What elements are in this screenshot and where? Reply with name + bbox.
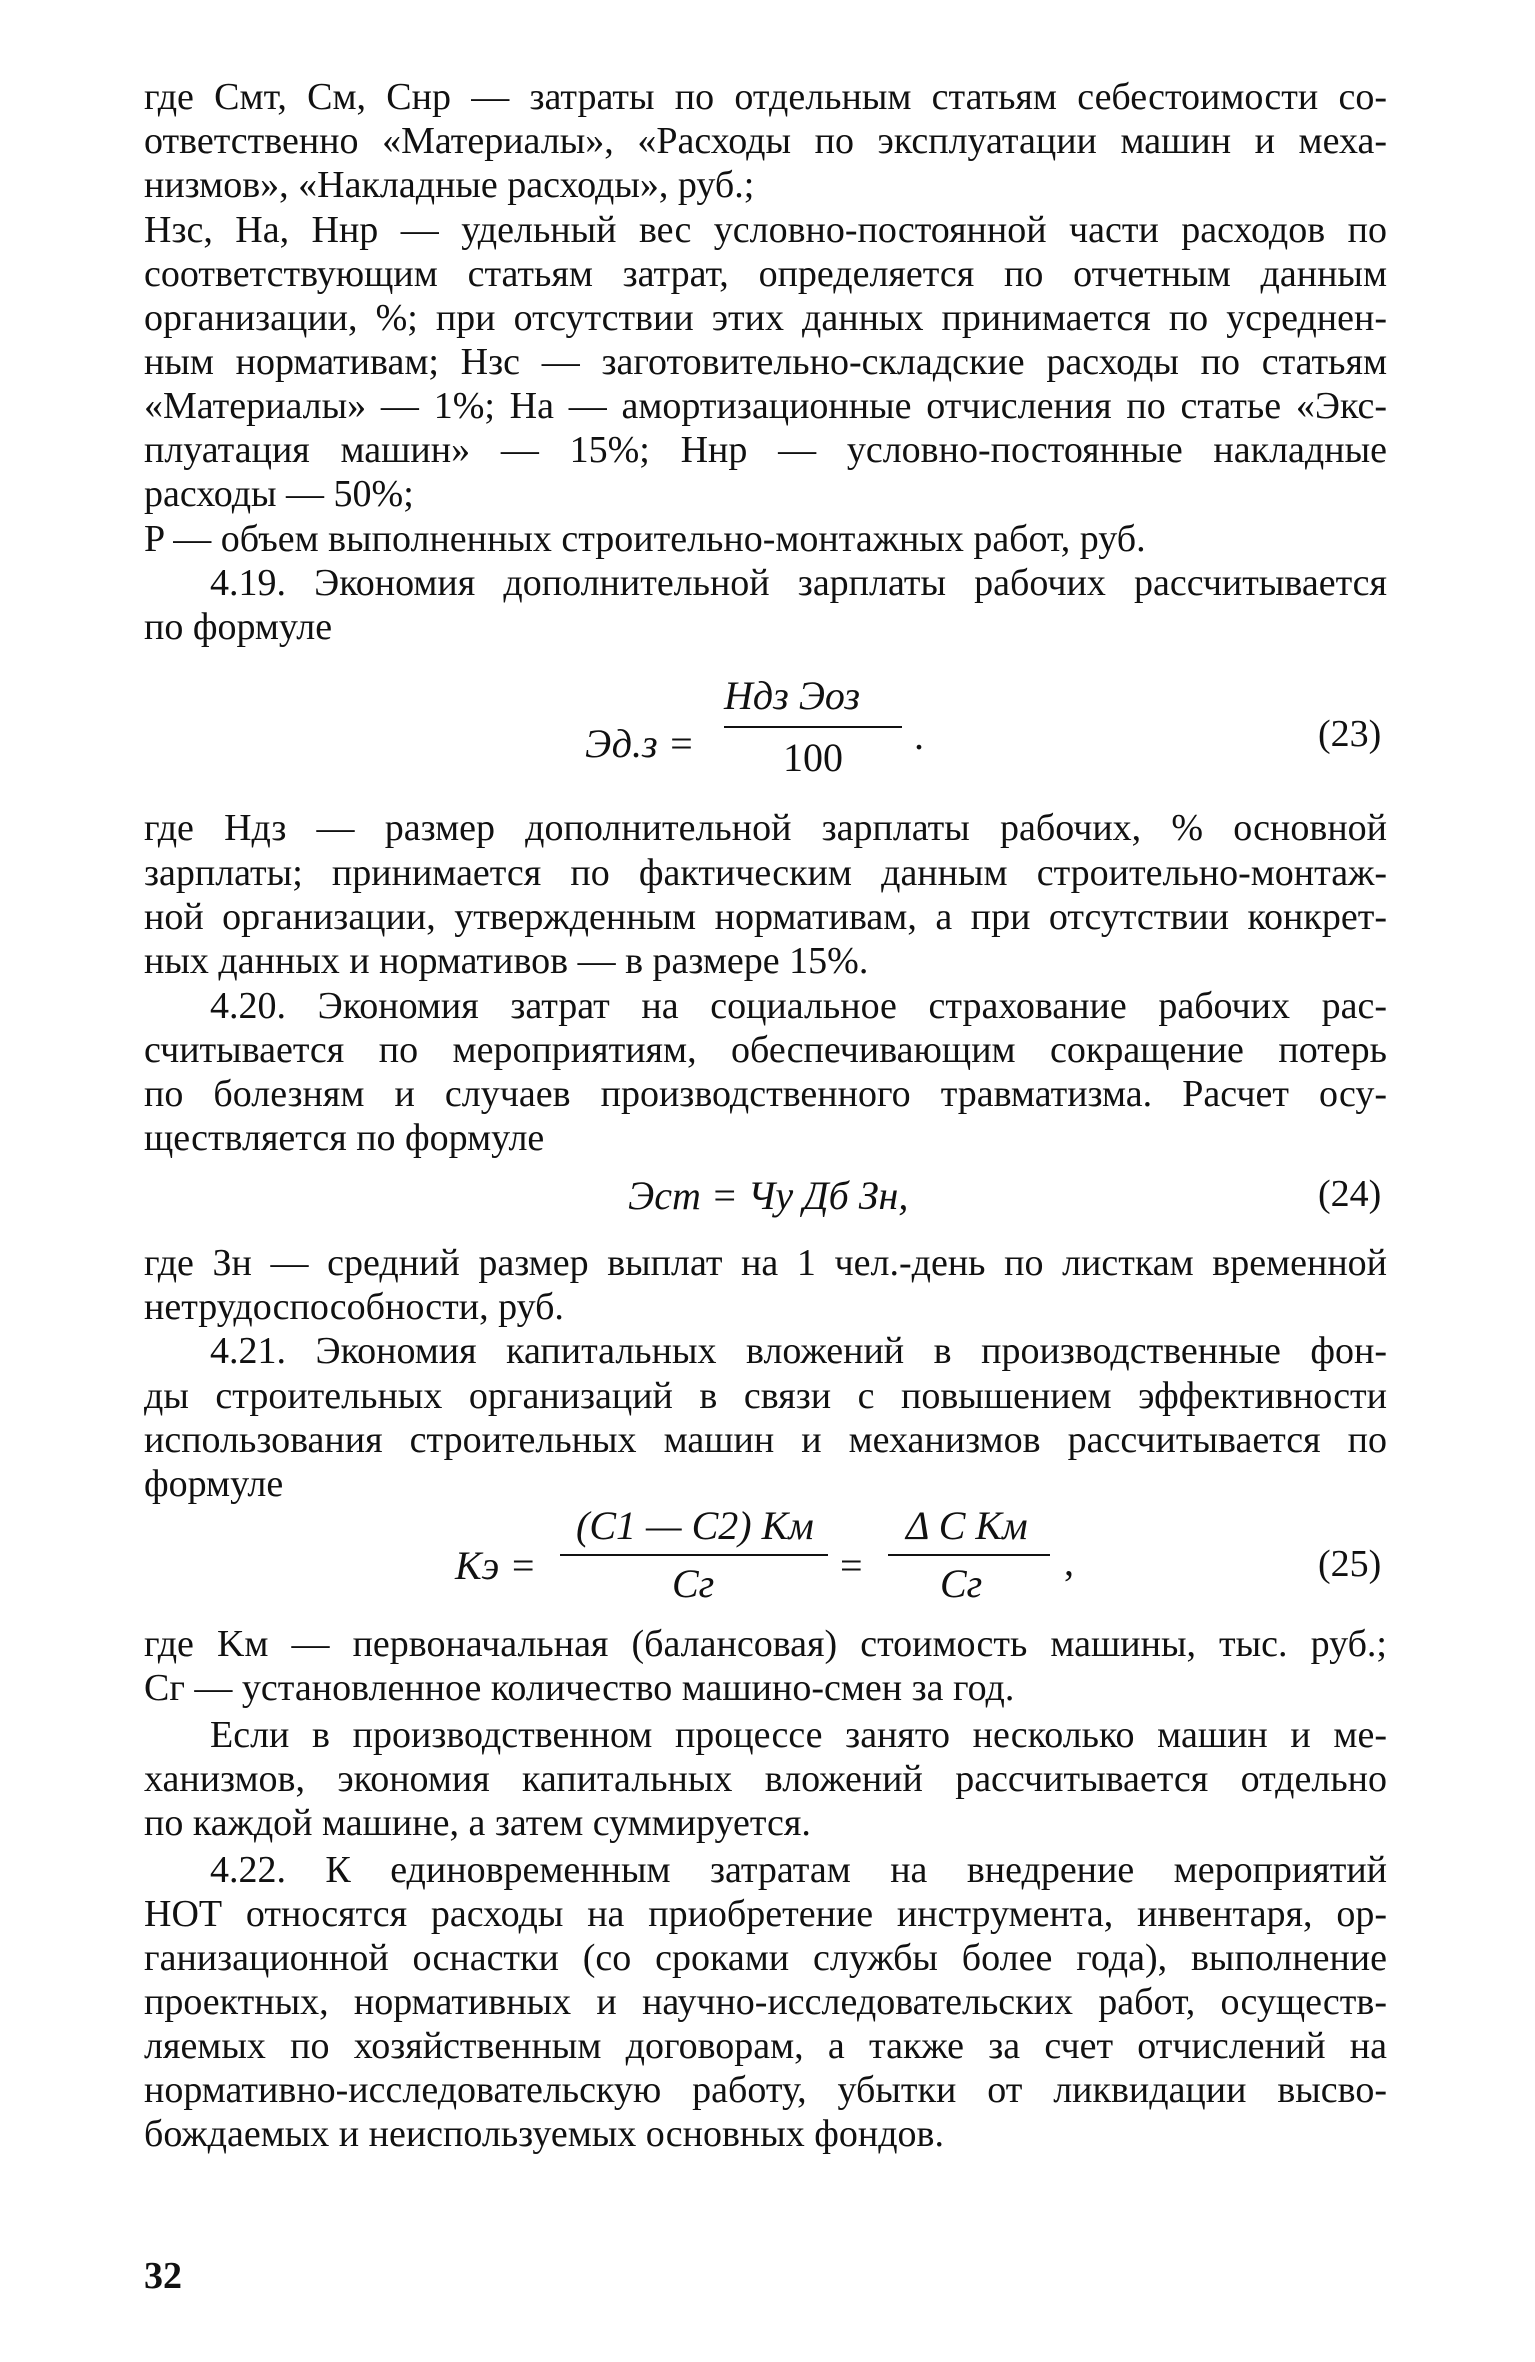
text-line: нормативно-исследовательскую работу, убытки от ликвидации высво- bbox=[144, 2069, 1387, 2111]
text-line: использования строительных машин и механизмов рассчитывается по bbox=[144, 1419, 1387, 1461]
formula-23-numerator: Hдз Эоз bbox=[724, 673, 860, 718]
text-line: по каждой машине, а затем суммируется. bbox=[144, 1802, 811, 1844]
text-line: ной организации, утвержденным нормативам, а при отсутствии конкрет- bbox=[144, 896, 1387, 938]
section-4-21-start: 4.21. Экономия капитальных вложений в производственные фон- bbox=[210, 1330, 1387, 1372]
page-number: 32 bbox=[144, 2255, 182, 2297]
text-line: проектных, нормативных и научно-исследовательских работ, осуществ- bbox=[144, 1981, 1387, 2023]
formula-23-lhs: Эд.з = bbox=[585, 721, 695, 766]
formula-25-denominator-2: Cг bbox=[940, 1561, 983, 1606]
text-line: где Hдз — размер дополнительной зарплаты рабочих, % основной bbox=[144, 807, 1387, 849]
text-line: ных данных и нормативов — в размере 15%. bbox=[144, 940, 869, 982]
text-line: НОТ относятся расходы на приобретение инструмента, инвентаря, ор- bbox=[144, 1893, 1387, 1935]
formula-23-denominator: 100 bbox=[783, 735, 843, 780]
text-line: ществляется по формуле bbox=[144, 1117, 545, 1159]
formula-25-numerator-1: (C1 — C2) Kм bbox=[576, 1503, 814, 1548]
formula-25-equals: = bbox=[840, 1543, 863, 1588]
formula-24-expression: Эст = Чу Дб Зн, bbox=[628, 1173, 909, 1218]
formula-23-tail: . bbox=[914, 713, 924, 758]
text-line: низмов», «Накладные расходы», руб.; bbox=[144, 164, 755, 206]
formula-23 bbox=[0, 672, 1535, 802]
section-4-22-start: 4.22. К единовременным затратам на внедрение мероприятий bbox=[210, 1849, 1387, 1891]
text-line: ды строительных организаций в связи с повышением эффективности bbox=[144, 1375, 1387, 1417]
section-4-19-start: 4.19. Экономия дополнительной зарплаты рабочих рассчитывается bbox=[210, 562, 1387, 604]
formula-25-denominator-1: Cг bbox=[672, 1561, 715, 1606]
formula-25-numerator-2: Δ C Kм bbox=[906, 1503, 1028, 1548]
formula-25-fraction-bar-1 bbox=[560, 1554, 828, 1556]
formula-25-tail: , bbox=[1064, 1539, 1074, 1584]
text-line: соответствующим статьям затрат, определяется по отчетным данным bbox=[144, 253, 1387, 295]
section-4-20-start: 4.20. Экономия затрат на социальное страхование рабочих рас- bbox=[210, 985, 1387, 1027]
equation-number-25: (25) bbox=[1318, 1543, 1382, 1585]
text-line: считывается по мероприятиям, обеспечивающим сокращение потерь bbox=[144, 1029, 1387, 1071]
text-line: где Kм — первоначальная (балансовая) стоимость машины, тыс. руб.; bbox=[144, 1623, 1387, 1665]
text-line: где Cмт, Cм, Cнр — затраты по отдельным статьям себестоимости со- bbox=[144, 76, 1387, 118]
text-line: ганизационной оснастки (со сроками службы более года), выполнение bbox=[144, 1937, 1387, 1979]
text-line: Cг — установленное количество машино-смен за год. bbox=[144, 1667, 1015, 1709]
text-line: P — объем выполненных строительно-монтажных работ, руб. bbox=[144, 518, 1146, 560]
formula-24 bbox=[0, 1172, 1535, 1232]
text-line: плуатация машин» — 15%; Hнр — условно-постоянные накладные bbox=[144, 429, 1387, 471]
text-line: ляемых по хозяйственным договорам, а также за счет отчислений на bbox=[144, 2025, 1387, 2067]
text-line: бождаемых и неиспользуемых основных фондов. bbox=[144, 2113, 945, 2155]
text-line: где Зн — средний размер выплат на 1 чел.-день по листкам временной bbox=[144, 1242, 1387, 1284]
text-line: нетрудоспособности, руб. bbox=[144, 1286, 564, 1328]
text-line: ным нормативам; Hзс — заготовительно-складские расходы по статьям bbox=[144, 341, 1387, 383]
text-line: организации, %; при отсутствии этих данных принимается по усреднен- bbox=[144, 297, 1387, 339]
text-line: ханизмов, экономия капитальных вложений рассчитывается отдельно bbox=[144, 1758, 1387, 1800]
text-line: ответственно «Материалы», «Расходы по эксплуатации машин и меха- bbox=[144, 120, 1387, 162]
equation-number-24: (24) bbox=[1318, 1173, 1382, 1215]
formula-25 bbox=[0, 1502, 1535, 1632]
text-line: формуле bbox=[144, 1463, 284, 1505]
formula-23-fraction-bar bbox=[724, 726, 902, 728]
formula-25-lhs: Kэ = bbox=[455, 1543, 537, 1588]
formula-25-fraction-bar-2 bbox=[888, 1554, 1050, 1556]
text-line: зарплаты; принимается по фактическим данным строительно-монтаж- bbox=[144, 852, 1387, 894]
equation-number-23: (23) bbox=[1318, 713, 1382, 755]
text-line: по формуле bbox=[144, 606, 333, 648]
text-line: Hзс, Hа, Hнр — удельный вес условно-постоянной части расходов по bbox=[144, 209, 1387, 251]
text-line: по болезням и случаев производственного травматизма. Расчет осу- bbox=[144, 1073, 1387, 1115]
text-line: расходы — 50%; bbox=[144, 473, 414, 515]
paragraph-start: Если в производственном процессе занято несколько машин и ме- bbox=[210, 1714, 1387, 1756]
text-line: «Материалы» — 1%; Hа — амортизационные отчисления по статье «Экс- bbox=[144, 385, 1387, 427]
